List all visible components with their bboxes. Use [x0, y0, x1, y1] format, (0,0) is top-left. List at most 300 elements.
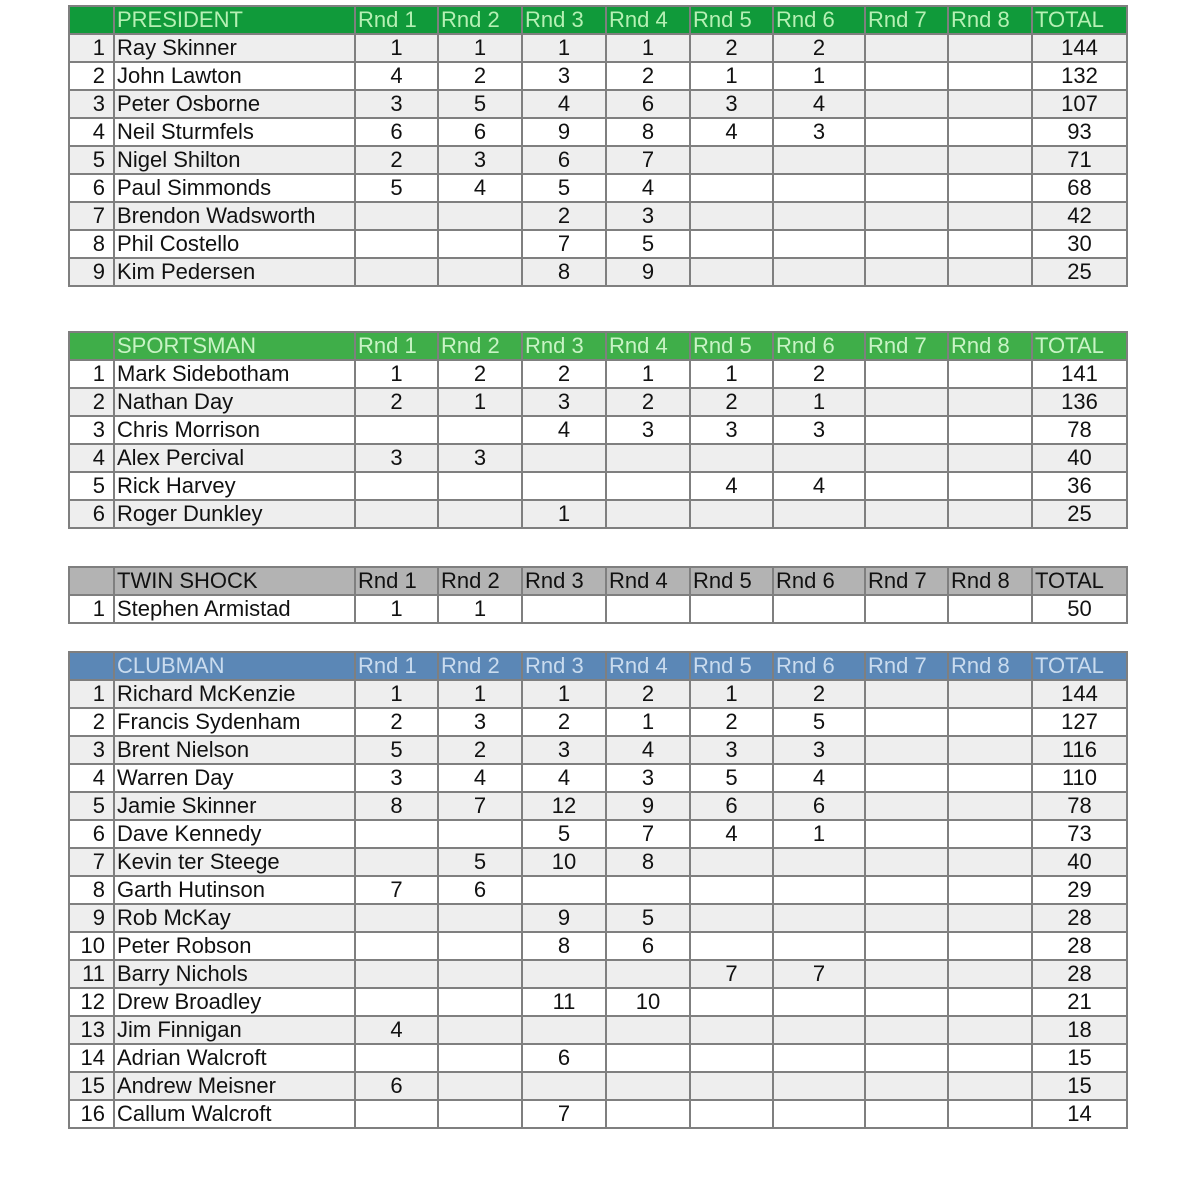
round-8-cell	[948, 444, 1032, 472]
total-cell: 132	[1032, 62, 1127, 90]
rider-name-cell: Chris Morrison	[114, 416, 355, 444]
position-cell: 1	[69, 360, 114, 388]
round-6-cell	[773, 904, 865, 932]
round-3-cell	[522, 960, 606, 988]
round-4-cell	[606, 1016, 690, 1044]
rider-name-cell: Peter Osborne	[114, 90, 355, 118]
round-1-cell: 5	[355, 174, 438, 202]
table-row	[69, 202, 1127, 230]
round-7-cell	[865, 1072, 948, 1100]
column-header-rnd-8: Rnd 8	[948, 6, 1032, 34]
round-2-cell: 1	[438, 680, 522, 708]
column-header-total: TOTAL	[1032, 6, 1127, 34]
total-cell: 68	[1032, 174, 1127, 202]
round-1-cell: 4	[355, 1016, 438, 1044]
round-4-cell: 6	[606, 90, 690, 118]
round-8-cell	[948, 90, 1032, 118]
section-title: TWIN SHOCK	[114, 567, 355, 595]
round-7-cell	[865, 230, 948, 258]
total-cell: 136	[1032, 388, 1127, 416]
total-cell: 107	[1032, 90, 1127, 118]
round-5-cell	[690, 848, 773, 876]
round-4-cell: 1	[606, 34, 690, 62]
round-1-cell: 4	[355, 62, 438, 90]
round-2-cell	[438, 258, 522, 286]
round-4-cell: 3	[606, 416, 690, 444]
round-1-cell: 8	[355, 792, 438, 820]
total-cell: 25	[1032, 500, 1127, 528]
round-5-cell	[690, 904, 773, 932]
table-row	[69, 904, 1127, 932]
rider-name-cell: Brendon Wadsworth	[114, 202, 355, 230]
round-8-cell	[948, 764, 1032, 792]
round-5-cell	[690, 1016, 773, 1044]
rider-name-cell: Garth Hutinson	[114, 876, 355, 904]
round-8-cell	[948, 736, 1032, 764]
position-cell: 2	[69, 62, 114, 90]
round-7-cell	[865, 1044, 948, 1072]
column-header-rnd-2: Rnd 2	[438, 6, 522, 34]
rider-name-cell: Nathan Day	[114, 388, 355, 416]
round-8-cell	[948, 34, 1032, 62]
round-8-cell	[948, 595, 1032, 623]
round-1-cell	[355, 1044, 438, 1072]
round-4-cell: 2	[606, 388, 690, 416]
column-header-rnd-7: Rnd 7	[865, 332, 948, 360]
round-7-cell	[865, 34, 948, 62]
round-2-cell: 3	[438, 708, 522, 736]
round-7-cell	[865, 764, 948, 792]
round-2-cell: 3	[438, 146, 522, 174]
column-header-total: TOTAL	[1032, 332, 1127, 360]
round-6-cell	[773, 146, 865, 174]
round-4-cell	[606, 960, 690, 988]
rider-name-cell: Kevin ter Steege	[114, 848, 355, 876]
position-cell: 5	[69, 792, 114, 820]
round-2-cell	[438, 1016, 522, 1044]
round-3-cell: 10	[522, 848, 606, 876]
position-cell: 10	[69, 932, 114, 960]
round-3-cell: 3	[522, 62, 606, 90]
table-row	[69, 1044, 1127, 1072]
round-6-cell: 1	[773, 62, 865, 90]
section-title: SPORTSMAN	[114, 332, 355, 360]
rider-name-cell: John Lawton	[114, 62, 355, 90]
table-row	[69, 146, 1127, 174]
round-3-cell: 3	[522, 736, 606, 764]
round-6-cell: 1	[773, 388, 865, 416]
round-5-cell	[690, 500, 773, 528]
rider-name-cell: Phil Costello	[114, 230, 355, 258]
president-body	[69, 34, 1127, 286]
position-cell: 9	[69, 258, 114, 286]
round-2-cell	[438, 932, 522, 960]
round-6-cell	[773, 1072, 865, 1100]
round-8-cell	[948, 360, 1032, 388]
round-4-cell	[606, 876, 690, 904]
round-2-cell	[438, 500, 522, 528]
round-6-cell	[773, 202, 865, 230]
round-5-cell	[690, 932, 773, 960]
clubman-header-row	[69, 652, 1127, 680]
round-1-cell: 3	[355, 90, 438, 118]
table-row	[69, 500, 1127, 528]
rider-name-cell: Jamie Skinner	[114, 792, 355, 820]
round-5-cell	[690, 258, 773, 286]
column-header-rnd-2: Rnd 2	[438, 332, 522, 360]
round-7-cell	[865, 472, 948, 500]
column-header-rnd-1: Rnd 1	[355, 652, 438, 680]
round-1-cell: 7	[355, 876, 438, 904]
round-4-cell: 9	[606, 792, 690, 820]
round-4-cell: 2	[606, 62, 690, 90]
table-row	[69, 988, 1127, 1016]
round-1-cell: 1	[355, 680, 438, 708]
round-4-cell: 10	[606, 988, 690, 1016]
round-7-cell	[865, 62, 948, 90]
round-5-cell	[690, 202, 773, 230]
round-7-cell	[865, 90, 948, 118]
round-3-cell: 11	[522, 988, 606, 1016]
round-2-cell: 2	[438, 62, 522, 90]
round-5-cell	[690, 876, 773, 904]
table-row	[69, 708, 1127, 736]
round-3-cell: 8	[522, 258, 606, 286]
round-4-cell: 4	[606, 736, 690, 764]
round-5-cell: 2	[690, 708, 773, 736]
round-2-cell: 4	[438, 764, 522, 792]
table-row	[69, 595, 1127, 623]
round-8-cell	[948, 146, 1032, 174]
column-header-rnd-7: Rnd 7	[865, 567, 948, 595]
total-cell: 73	[1032, 820, 1127, 848]
round-8-cell	[948, 174, 1032, 202]
round-8-cell	[948, 792, 1032, 820]
round-6-cell	[773, 258, 865, 286]
round-4-cell	[606, 1100, 690, 1128]
column-header-rnd-4: Rnd 4	[606, 652, 690, 680]
round-1-cell	[355, 988, 438, 1016]
round-7-cell	[865, 988, 948, 1016]
round-7-cell	[865, 904, 948, 932]
table-row	[69, 680, 1127, 708]
round-1-cell: 2	[355, 146, 438, 174]
round-1-cell	[355, 258, 438, 286]
round-8-cell	[948, 500, 1032, 528]
round-5-cell: 4	[690, 472, 773, 500]
round-2-cell: 5	[438, 848, 522, 876]
round-6-cell	[773, 1016, 865, 1044]
round-5-cell: 3	[690, 736, 773, 764]
position-cell: 1	[69, 34, 114, 62]
round-5-cell: 3	[690, 90, 773, 118]
round-2-cell: 7	[438, 792, 522, 820]
round-2-cell: 1	[438, 388, 522, 416]
round-8-cell	[948, 1072, 1032, 1100]
round-8-cell	[948, 960, 1032, 988]
round-5-cell	[690, 988, 773, 1016]
round-1-cell	[355, 1100, 438, 1128]
round-4-cell	[606, 444, 690, 472]
clubman-body	[69, 680, 1127, 1128]
position-cell: 5	[69, 472, 114, 500]
table-row	[69, 792, 1127, 820]
round-4-cell: 8	[606, 848, 690, 876]
column-header-rnd-5: Rnd 5	[690, 652, 773, 680]
round-5-cell	[690, 1044, 773, 1072]
round-7-cell	[865, 388, 948, 416]
column-header-rnd-8: Rnd 8	[948, 332, 1032, 360]
column-header-rnd-4: Rnd 4	[606, 567, 690, 595]
president-table	[68, 5, 1128, 287]
rider-name-cell: Rob McKay	[114, 904, 355, 932]
round-2-cell: 2	[438, 736, 522, 764]
round-7-cell	[865, 820, 948, 848]
round-7-cell	[865, 444, 948, 472]
position-cell: 11	[69, 960, 114, 988]
round-3-cell: 7	[522, 230, 606, 258]
total-cell: 40	[1032, 444, 1127, 472]
round-3-cell: 2	[522, 360, 606, 388]
table-row	[69, 1100, 1127, 1128]
table-row	[69, 932, 1127, 960]
rider-name-cell: Richard McKenzie	[114, 680, 355, 708]
round-4-cell	[606, 1044, 690, 1072]
round-7-cell	[865, 1016, 948, 1044]
round-7-cell	[865, 416, 948, 444]
round-7-cell	[865, 960, 948, 988]
total-cell: 93	[1032, 118, 1127, 146]
round-7-cell	[865, 360, 948, 388]
round-8-cell	[948, 118, 1032, 146]
total-cell: 25	[1032, 258, 1127, 286]
sportsman-header-row	[69, 332, 1127, 360]
round-2-cell: 5	[438, 90, 522, 118]
round-6-cell: 2	[773, 680, 865, 708]
round-2-cell: 6	[438, 118, 522, 146]
round-7-cell	[865, 848, 948, 876]
round-1-cell: 3	[355, 444, 438, 472]
round-5-cell	[690, 1100, 773, 1128]
round-4-cell: 2	[606, 680, 690, 708]
round-3-cell: 8	[522, 932, 606, 960]
column-header-rnd-6: Rnd 6	[773, 332, 865, 360]
position-cell: 2	[69, 388, 114, 416]
table-row	[69, 848, 1127, 876]
round-3-cell: 1	[522, 680, 606, 708]
table-row	[69, 820, 1127, 848]
round-3-cell	[522, 444, 606, 472]
header-blank-cell	[69, 6, 114, 34]
rider-name-cell: Ray Skinner	[114, 34, 355, 62]
column-header-total: TOTAL	[1032, 652, 1127, 680]
round-8-cell	[948, 230, 1032, 258]
round-3-cell	[522, 1016, 606, 1044]
column-header-rnd-4: Rnd 4	[606, 6, 690, 34]
round-6-cell	[773, 1044, 865, 1072]
round-3-cell	[522, 472, 606, 500]
round-4-cell	[606, 595, 690, 623]
rider-name-cell: Kim Pedersen	[114, 258, 355, 286]
total-cell: 21	[1032, 988, 1127, 1016]
rider-name-cell: Callum Walcroft	[114, 1100, 355, 1128]
round-7-cell	[865, 932, 948, 960]
round-3-cell: 3	[522, 388, 606, 416]
table-row	[69, 444, 1127, 472]
round-6-cell	[773, 595, 865, 623]
total-cell: 28	[1032, 904, 1127, 932]
table-row	[69, 1072, 1127, 1100]
round-2-cell	[438, 1072, 522, 1100]
total-cell: 28	[1032, 932, 1127, 960]
table-row	[69, 360, 1127, 388]
round-4-cell: 8	[606, 118, 690, 146]
round-6-cell: 2	[773, 360, 865, 388]
round-8-cell	[948, 708, 1032, 736]
round-4-cell: 9	[606, 258, 690, 286]
table-row	[69, 764, 1127, 792]
round-2-cell: 4	[438, 174, 522, 202]
round-2-cell: 2	[438, 360, 522, 388]
round-5-cell: 3	[690, 416, 773, 444]
round-6-cell: 6	[773, 792, 865, 820]
total-cell: 40	[1032, 848, 1127, 876]
round-2-cell	[438, 416, 522, 444]
table-row	[69, 174, 1127, 202]
round-7-cell	[865, 792, 948, 820]
header-blank-cell	[69, 567, 114, 595]
column-header-rnd-1: Rnd 1	[355, 332, 438, 360]
round-5-cell: 5	[690, 764, 773, 792]
total-cell: 30	[1032, 230, 1127, 258]
round-7-cell	[865, 680, 948, 708]
round-7-cell	[865, 595, 948, 623]
rider-name-cell: Neil Sturmfels	[114, 118, 355, 146]
round-7-cell	[865, 708, 948, 736]
sportsman-table	[68, 331, 1128, 529]
round-3-cell: 9	[522, 904, 606, 932]
round-1-cell	[355, 932, 438, 960]
round-4-cell: 4	[606, 174, 690, 202]
header-blank-cell	[69, 652, 114, 680]
round-4-cell: 3	[606, 202, 690, 230]
rider-name-cell: Dave Kennedy	[114, 820, 355, 848]
rider-name-cell: Peter Robson	[114, 932, 355, 960]
header-blank-cell	[69, 332, 114, 360]
round-1-cell	[355, 848, 438, 876]
round-5-cell: 2	[690, 388, 773, 416]
round-5-cell	[690, 146, 773, 174]
round-2-cell	[438, 904, 522, 932]
round-2-cell	[438, 230, 522, 258]
round-8-cell	[948, 1016, 1032, 1044]
round-3-cell	[522, 1072, 606, 1100]
rider-name-cell: Nigel Shilton	[114, 146, 355, 174]
total-cell: 36	[1032, 472, 1127, 500]
round-7-cell	[865, 876, 948, 904]
position-cell: 4	[69, 118, 114, 146]
round-7-cell	[865, 1100, 948, 1128]
round-6-cell: 4	[773, 764, 865, 792]
round-3-cell: 5	[522, 174, 606, 202]
round-2-cell	[438, 960, 522, 988]
round-4-cell	[606, 500, 690, 528]
round-3-cell	[522, 876, 606, 904]
round-5-cell: 4	[690, 820, 773, 848]
round-5-cell: 1	[690, 62, 773, 90]
column-header-rnd-5: Rnd 5	[690, 332, 773, 360]
rider-name-cell: Rick Harvey	[114, 472, 355, 500]
round-4-cell: 1	[606, 708, 690, 736]
round-2-cell: 3	[438, 444, 522, 472]
rider-name-cell: Jim Finnigan	[114, 1016, 355, 1044]
round-4-cell	[606, 1072, 690, 1100]
rider-name-cell: Francis Sydenham	[114, 708, 355, 736]
round-7-cell	[865, 258, 948, 286]
round-8-cell	[948, 388, 1032, 416]
round-7-cell	[865, 202, 948, 230]
table-row	[69, 960, 1127, 988]
total-cell: 15	[1032, 1044, 1127, 1072]
column-header-rnd-7: Rnd 7	[865, 6, 948, 34]
round-4-cell: 1	[606, 360, 690, 388]
table-row	[69, 230, 1127, 258]
round-1-cell: 6	[355, 118, 438, 146]
position-cell: 6	[69, 820, 114, 848]
round-8-cell	[948, 62, 1032, 90]
round-6-cell	[773, 444, 865, 472]
position-cell: 1	[69, 680, 114, 708]
round-8-cell	[948, 876, 1032, 904]
column-header-rnd-7: Rnd 7	[865, 652, 948, 680]
round-5-cell: 7	[690, 960, 773, 988]
round-4-cell: 3	[606, 764, 690, 792]
table-row	[69, 1016, 1127, 1044]
column-header-total: TOTAL	[1032, 567, 1127, 595]
round-4-cell: 5	[606, 904, 690, 932]
round-8-cell	[948, 820, 1032, 848]
round-5-cell: 2	[690, 34, 773, 62]
position-cell: 9	[69, 904, 114, 932]
round-6-cell: 4	[773, 472, 865, 500]
round-4-cell	[606, 472, 690, 500]
rider-name-cell: Brent Nielson	[114, 736, 355, 764]
round-1-cell: 1	[355, 360, 438, 388]
table-row	[69, 34, 1127, 62]
position-cell: 3	[69, 416, 114, 444]
position-cell: 16	[69, 1100, 114, 1128]
round-8-cell	[948, 258, 1032, 286]
round-8-cell	[948, 680, 1032, 708]
round-8-cell	[948, 202, 1032, 230]
round-6-cell	[773, 848, 865, 876]
round-1-cell	[355, 960, 438, 988]
round-6-cell: 3	[773, 118, 865, 146]
total-cell: 141	[1032, 360, 1127, 388]
round-2-cell	[438, 988, 522, 1016]
position-cell: 8	[69, 230, 114, 258]
total-cell: 127	[1032, 708, 1127, 736]
round-3-cell: 4	[522, 416, 606, 444]
round-8-cell	[948, 1100, 1032, 1128]
position-cell: 6	[69, 500, 114, 528]
round-8-cell	[948, 416, 1032, 444]
twin-shock-body	[69, 595, 1127, 623]
position-cell: 5	[69, 146, 114, 174]
column-header-rnd-1: Rnd 1	[355, 6, 438, 34]
round-6-cell: 4	[773, 90, 865, 118]
round-5-cell	[690, 174, 773, 202]
